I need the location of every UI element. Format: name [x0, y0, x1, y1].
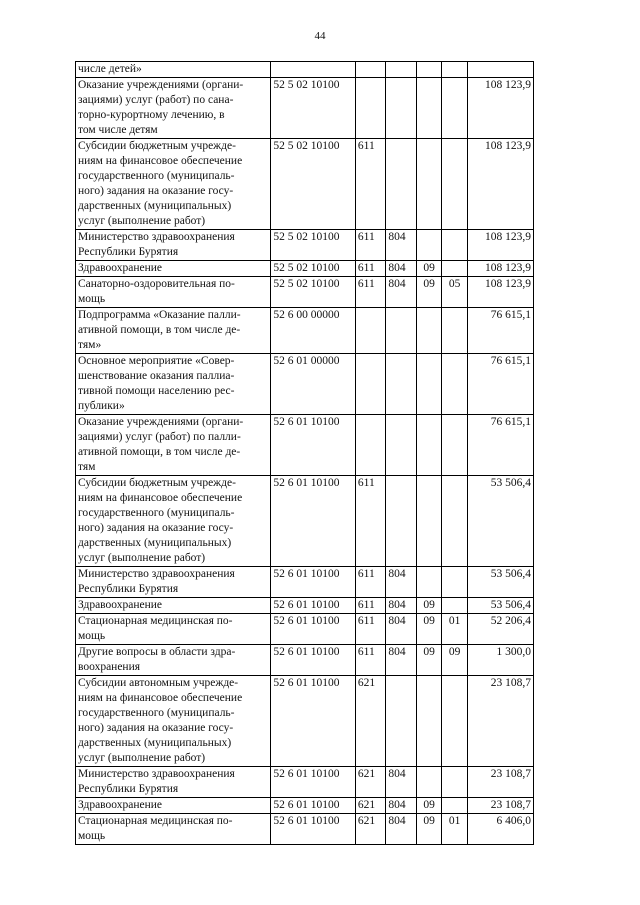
- ministry-code-cell: [386, 78, 417, 139]
- target-code-cell: 52 5 02 10100: [271, 139, 355, 230]
- section-cell: 09: [416, 261, 441, 277]
- table-row: [76, 567, 534, 598]
- amount-cell: 76 615,1: [467, 415, 533, 476]
- section-cell: 09: [416, 614, 441, 645]
- row-name-cell: Здравоохранение: [76, 798, 271, 814]
- amount-cell: 76 615,1: [467, 354, 533, 415]
- table-row: [76, 308, 534, 354]
- budget-table: [75, 61, 534, 845]
- subsection-cell: [442, 798, 467, 814]
- ministry-code-cell: [386, 415, 417, 476]
- expense-type-cell: [355, 62, 386, 78]
- section-cell: [416, 308, 441, 354]
- expense-type-cell: [355, 354, 386, 415]
- subsection-cell: [442, 415, 467, 476]
- section-cell: [416, 139, 441, 230]
- row-name-cell: Субсидии автономным учрежде- ниям на финансовое обеспечение государственного (муниципаль- ного) задания на оказание госу- дарственных (муниципальных) услуг (выполнение работ): [76, 676, 271, 767]
- section-cell: [416, 78, 441, 139]
- expense-type-cell: 611: [355, 139, 386, 230]
- table-row: [76, 277, 534, 308]
- subsection-cell: [442, 567, 467, 598]
- amount-cell: 53 506,4: [467, 476, 533, 567]
- row-name-cell: Оказание учреждениями (органи- зациями) услуг (работ) по палли- ативной помощи, в том числе де- тям: [76, 415, 271, 476]
- budget-table-body: [76, 62, 534, 845]
- expense-type-cell: 621: [355, 767, 386, 798]
- row-name-cell: Здравоохранение: [76, 261, 271, 277]
- expense-type-cell: 611: [355, 277, 386, 308]
- row-name-cell: Другие вопросы в области здра- воохранения: [76, 645, 271, 676]
- subsection-cell: [442, 598, 467, 614]
- expense-type-cell: [355, 308, 386, 354]
- amount-cell: 6 406,0: [467, 814, 533, 845]
- ministry-code-cell: 804: [386, 277, 417, 308]
- subsection-cell: [442, 767, 467, 798]
- table-row: [76, 814, 534, 845]
- table-row: [76, 261, 534, 277]
- target-code-cell: 52 5 02 10100: [271, 261, 355, 277]
- row-name-cell: Стационарная медицинская по- мощь: [76, 814, 271, 845]
- section-cell: 09: [416, 798, 441, 814]
- amount-cell: 108 123,9: [467, 139, 533, 230]
- row-name-cell: Основное мероприятие «Совер- шенствование оказания паллиа- тивной помощи населению рес- публики»: [76, 354, 271, 415]
- table-row: [76, 476, 534, 567]
- row-name-cell: Субсидии бюджетным учрежде- ниям на финансовое обеспечение государственного (муниципаль- ного) задания на оказание госу- дарственных (муниципальных) услуг (выполнение работ): [76, 139, 271, 230]
- expense-type-cell: 611: [355, 598, 386, 614]
- amount-cell: 23 108,7: [467, 676, 533, 767]
- table-row: [76, 614, 534, 645]
- target-code-cell: 52 6 01 10100: [271, 645, 355, 676]
- amount-cell: 108 123,9: [467, 78, 533, 139]
- target-code-cell: 52 6 01 10100: [271, 814, 355, 845]
- subsection-cell: [442, 354, 467, 415]
- expense-type-cell: 611: [355, 614, 386, 645]
- expense-type-cell: 611: [355, 476, 386, 567]
- ministry-code-cell: 804: [386, 261, 417, 277]
- amount-cell: 53 506,4: [467, 567, 533, 598]
- subsection-cell: [442, 261, 467, 277]
- subsection-cell: [442, 308, 467, 354]
- amount-cell: 52 206,4: [467, 614, 533, 645]
- target-code-cell: 52 6 01 10100: [271, 767, 355, 798]
- ministry-code-cell: 804: [386, 614, 417, 645]
- row-name-cell: Санаторно-оздоровительная по- мощь: [76, 277, 271, 308]
- target-code-cell: 52 6 01 10100: [271, 798, 355, 814]
- section-cell: 09: [416, 598, 441, 614]
- subsection-cell: 05: [442, 277, 467, 308]
- expense-type-cell: 621: [355, 676, 386, 767]
- expense-type-cell: [355, 78, 386, 139]
- amount-cell: [467, 62, 533, 78]
- amount-cell: 1 300,0: [467, 645, 533, 676]
- ministry-code-cell: [386, 354, 417, 415]
- section-cell: [416, 354, 441, 415]
- expense-type-cell: 611: [355, 567, 386, 598]
- ministry-code-cell: 804: [386, 598, 417, 614]
- amount-cell: 108 123,9: [467, 277, 533, 308]
- amount-cell: 23 108,7: [467, 767, 533, 798]
- subsection-cell: [442, 139, 467, 230]
- expense-type-cell: 611: [355, 645, 386, 676]
- amount-cell: 53 506,4: [467, 598, 533, 614]
- target-code-cell: 52 6 01 00000: [271, 354, 355, 415]
- table-row: [76, 415, 534, 476]
- table-row: [76, 598, 534, 614]
- section-cell: 09: [416, 645, 441, 676]
- row-name-cell: Здравоохранение: [76, 598, 271, 614]
- section-cell: 09: [416, 277, 441, 308]
- table-row: [76, 354, 534, 415]
- section-cell: [416, 567, 441, 598]
- table-row: [76, 676, 534, 767]
- target-code-cell: 52 5 02 10100: [271, 277, 355, 308]
- target-code-cell: 52 6 01 10100: [271, 567, 355, 598]
- subsection-cell: 01: [442, 814, 467, 845]
- page-number: 44: [314, 30, 326, 42]
- row-name-cell: Министерство здравоохранения Республики Бурятия: [76, 567, 271, 598]
- target-code-cell: 52 5 02 10100: [271, 230, 355, 261]
- ministry-code-cell: [386, 62, 417, 78]
- section-cell: [416, 676, 441, 767]
- row-name-cell: числе детей»: [76, 62, 271, 78]
- table-row: [76, 767, 534, 798]
- section-cell: [416, 476, 441, 567]
- table-row: [76, 139, 534, 230]
- target-code-cell: 52 6 01 10100: [271, 415, 355, 476]
- section-cell: [416, 230, 441, 261]
- table-row: [76, 78, 534, 139]
- expense-type-cell: [355, 415, 386, 476]
- section-cell: 09: [416, 814, 441, 845]
- target-code-cell: 52 6 00 00000: [271, 308, 355, 354]
- ministry-code-cell: [386, 308, 417, 354]
- subsection-cell: [442, 78, 467, 139]
- target-code-cell: 52 6 01 10100: [271, 614, 355, 645]
- ministry-code-cell: 804: [386, 767, 417, 798]
- section-cell: [416, 767, 441, 798]
- table-row: [76, 798, 534, 814]
- ministry-code-cell: 804: [386, 798, 417, 814]
- row-name-cell: Субсидии бюджетным учрежде- ниям на финансовое обеспечение государственного (муниципаль- ного) задания на оказание госу- дарственных (муниципальных) услуг (выполнение работ): [76, 476, 271, 567]
- amount-cell: 76 615,1: [467, 308, 533, 354]
- target-code-cell: [271, 62, 355, 78]
- target-code-cell: 52 6 01 10100: [271, 476, 355, 567]
- ministry-code-cell: 804: [386, 645, 417, 676]
- subsection-cell: [442, 676, 467, 767]
- expense-type-cell: 621: [355, 814, 386, 845]
- row-name-cell: Стационарная медицинская по- мощь: [76, 614, 271, 645]
- expense-type-cell: 611: [355, 230, 386, 261]
- ministry-code-cell: 804: [386, 814, 417, 845]
- subsection-cell: [442, 62, 467, 78]
- section-cell: [416, 62, 441, 78]
- subsection-cell: 09: [442, 645, 467, 676]
- expense-type-cell: 621: [355, 798, 386, 814]
- row-name-cell: Оказание учреждениями (органи- зациями) услуг (работ) по сана- торно-курортному лечению, в том числе детям: [76, 78, 271, 139]
- target-code-cell: 52 5 02 10100: [271, 78, 355, 139]
- row-name-cell: Министерство здравоохранения Республики Бурятия: [76, 767, 271, 798]
- ministry-code-cell: [386, 476, 417, 567]
- section-cell: [416, 415, 441, 476]
- expense-type-cell: 611: [355, 261, 386, 277]
- ministry-code-cell: 804: [386, 230, 417, 261]
- subsection-cell: [442, 230, 467, 261]
- amount-cell: 108 123,9: [467, 261, 533, 277]
- target-code-cell: 52 6 01 10100: [271, 598, 355, 614]
- table-row: [76, 645, 534, 676]
- ministry-code-cell: [386, 676, 417, 767]
- row-name-cell: Подпрограмма «Оказание палли- ативной помощи, в том числе де- тям»: [76, 308, 271, 354]
- ministry-code-cell: [386, 139, 417, 230]
- ministry-code-cell: 804: [386, 567, 417, 598]
- table-row: [76, 230, 534, 261]
- amount-cell: 23 108,7: [467, 798, 533, 814]
- subsection-cell: [442, 476, 467, 567]
- row-name-cell: Министерство здравоохранения Республики Бурятия: [76, 230, 271, 261]
- target-code-cell: 52 6 01 10100: [271, 676, 355, 767]
- amount-cell: 108 123,9: [467, 230, 533, 261]
- table-row: [76, 62, 534, 78]
- subsection-cell: 01: [442, 614, 467, 645]
